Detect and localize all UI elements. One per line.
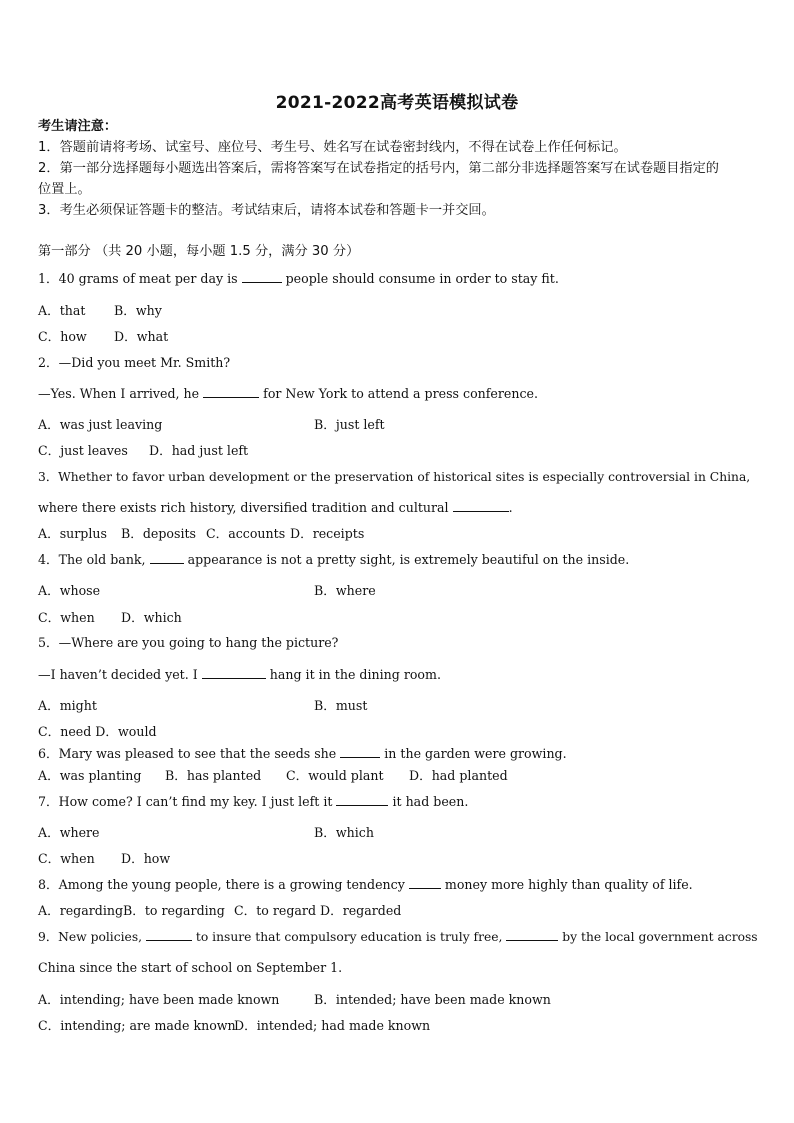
answer-blank <box>150 551 184 564</box>
option-c: C．when <box>38 851 95 866</box>
option-b: B．deposits <box>121 526 197 541</box>
option-d: D．which <box>121 610 182 625</box>
answer-blank <box>202 666 266 679</box>
answer-blank <box>453 499 509 512</box>
answer-blank <box>336 793 388 806</box>
option-a-b: A．regardingB．to regarding <box>38 903 225 918</box>
question-7: 7．How come? I can’t find my key. I just left it it had been. <box>38 794 469 809</box>
option-b: B．must <box>314 698 368 713</box>
option-d: D．had just left <box>149 443 249 458</box>
answer-blank <box>242 270 282 283</box>
option-c-d: C．to regard D．regarded <box>234 903 402 918</box>
option-d: D．receipts <box>290 526 365 541</box>
option-a: A．was planting <box>38 768 142 783</box>
option-b: B．where <box>314 583 376 598</box>
question-5: 5．—Where are you going to hang the picture? <box>38 635 339 650</box>
option-c: C．would plant <box>286 768 384 783</box>
question-3-cont: where there exists rich history, diversified tradition and cultural . <box>38 500 513 515</box>
option-c-d: C．need D．would <box>38 724 157 739</box>
question-5-reply: —I haven’t decided yet. I hang it in the dining room. <box>38 667 441 682</box>
option-a: A．intending; have been made known <box>38 992 280 1007</box>
option-b: B．just left <box>314 417 385 432</box>
exam-title: 2021-2022高考英语模拟试卷 <box>275 93 519 113</box>
question-2-reply: —Yes. When I arrived, he for New York to attend a press conference. <box>38 386 538 401</box>
answer-blank <box>506 928 558 941</box>
option-c: C．just leaves <box>38 443 128 458</box>
option-d: D．what <box>114 329 169 344</box>
notice-item-2: 2．第一部分选择题每小题选出答案后，需将答案写在试卷指定的括号内，第二部分非选择题答案写在试卷题目指定的 <box>38 161 719 176</box>
option-c: C．when <box>38 610 95 625</box>
question-9: 9．New policies, to insure that compulsory education is truly free, by the local government across <box>38 930 758 944</box>
answer-blank <box>340 745 380 758</box>
option-b: B．why <box>114 303 162 318</box>
option-b: B．which <box>314 825 374 840</box>
option-d: D．how <box>121 851 171 866</box>
notice-heading: 考生请注意： <box>38 119 118 134</box>
answer-blank <box>146 928 192 941</box>
question-3: 3．Whether to favor urban development or the preservation of historical sites is especially controversial in China, <box>38 470 751 484</box>
option-a: A．whose <box>38 583 101 598</box>
option-a: A．was just leaving <box>38 417 163 432</box>
answer-blank <box>409 876 441 889</box>
question-8: 8．Among the young people, there is a growing tendency money more highly than quality of life. <box>38 877 693 892</box>
notice-item-1: 1．答题前请将考场、试室号、座位号、考生号、姓名写在试卷密封线内，不得在试卷上作任何标记。 <box>38 140 627 155</box>
question-6: 6．Mary was pleased to see that the seeds she in the garden were growing. <box>38 746 567 761</box>
question-4: 4．The old bank, appearance is not a pretty sight, is extremely beautiful on the inside. <box>38 552 630 567</box>
notice-item-3: 3．考生必须保证答题卡的整洁。考试结束后，请将本试卷和答题卡一并交回。 <box>38 203 495 218</box>
option-a: A．that <box>38 303 86 318</box>
option-a: A．might <box>38 698 97 713</box>
option-d: D．intended; had made known <box>234 1018 431 1033</box>
option-a: A．where <box>38 825 100 840</box>
option-b: B．has planted <box>165 768 262 783</box>
option-a: A．surplus <box>38 526 107 541</box>
answer-blank <box>203 385 259 398</box>
section-heading: 第一部分 （共 20 小题，每小题 1.5 分，满分 30 分） <box>38 244 360 259</box>
question-2: 2．—Did you meet Mr. Smith? <box>38 355 231 370</box>
option-c: C．accounts <box>206 526 286 541</box>
notice-item-2-cont: 位置上。 <box>38 182 91 197</box>
option-c: C．how <box>38 329 87 344</box>
question-1: 1．40 grams of meat per day is people should consume in order to stay fit. <box>38 271 559 286</box>
option-d: D．had planted <box>409 768 508 783</box>
option-b: B．intended; have been made known <box>314 992 551 1007</box>
question-9-cont: China since the start of school on September 1. <box>38 960 343 975</box>
option-c: C．intending; are made known <box>38 1018 236 1033</box>
